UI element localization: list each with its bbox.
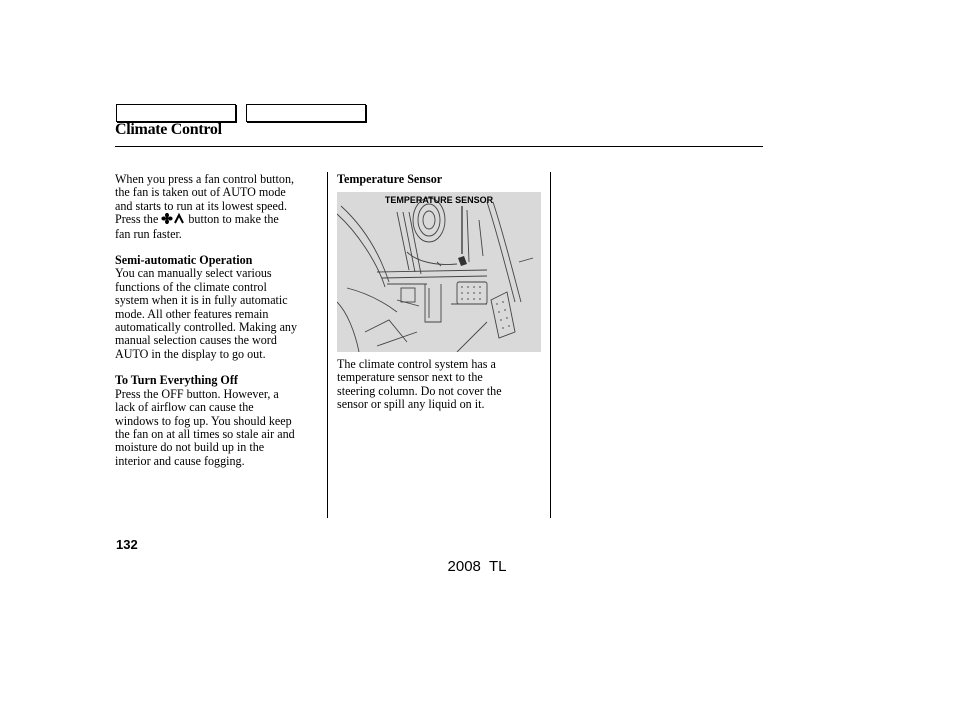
semi-auto-body: You can manually select various functions of the climate control system when it is in fully automatic mode. All other features remain automatically controlled. Making any manual selection causes the word AUTO in the display to go out. (115, 266, 298, 361)
turn-off-body: Press the OFF button. However, a lack of airflow can cause the windows to fog up. You should keep the fan on at all times so stale air and moisture do not build up in the interior and cause fogging. (115, 386, 295, 468)
fan-up-icon (161, 213, 185, 227)
temperature-sensor-illustration (337, 192, 541, 352)
left-column (115, 173, 321, 468)
sensor-heading: Temperature Sensor (337, 172, 443, 186)
illustration-label: TEMPERATURE SENSOR (384, 195, 494, 205)
title-rule (115, 146, 763, 147)
page-title: Climate Control (115, 121, 222, 138)
fan-intro-paragraph (115, 173, 321, 241)
semi-auto-heading: Semi-automatic Operation (115, 253, 253, 268)
middle-column (337, 173, 543, 186)
page-number: 132 (116, 537, 138, 552)
sensor-body: The climate control system has a temperature sensor next to the steering column. Do not cover the sensor or spill any liquid on it. (337, 357, 502, 412)
turn-off-heading: To Turn Everything Off (115, 373, 238, 388)
nav-tab-2[interactable] (246, 104, 366, 122)
nav-tab-1[interactable] (116, 104, 236, 122)
column-divider-left (327, 172, 328, 518)
fan-intro-text-1: When you press a fan control button, the fan is taken out of AUTO mode and starts to run at its lowest speed. Press the (115, 172, 295, 227)
footer-model: 2008 TL (447, 558, 507, 575)
column-divider-right (550, 172, 551, 518)
sensor-body-column (337, 358, 543, 412)
fan-intro-text-2: button to make the fan run faster. (115, 212, 279, 241)
